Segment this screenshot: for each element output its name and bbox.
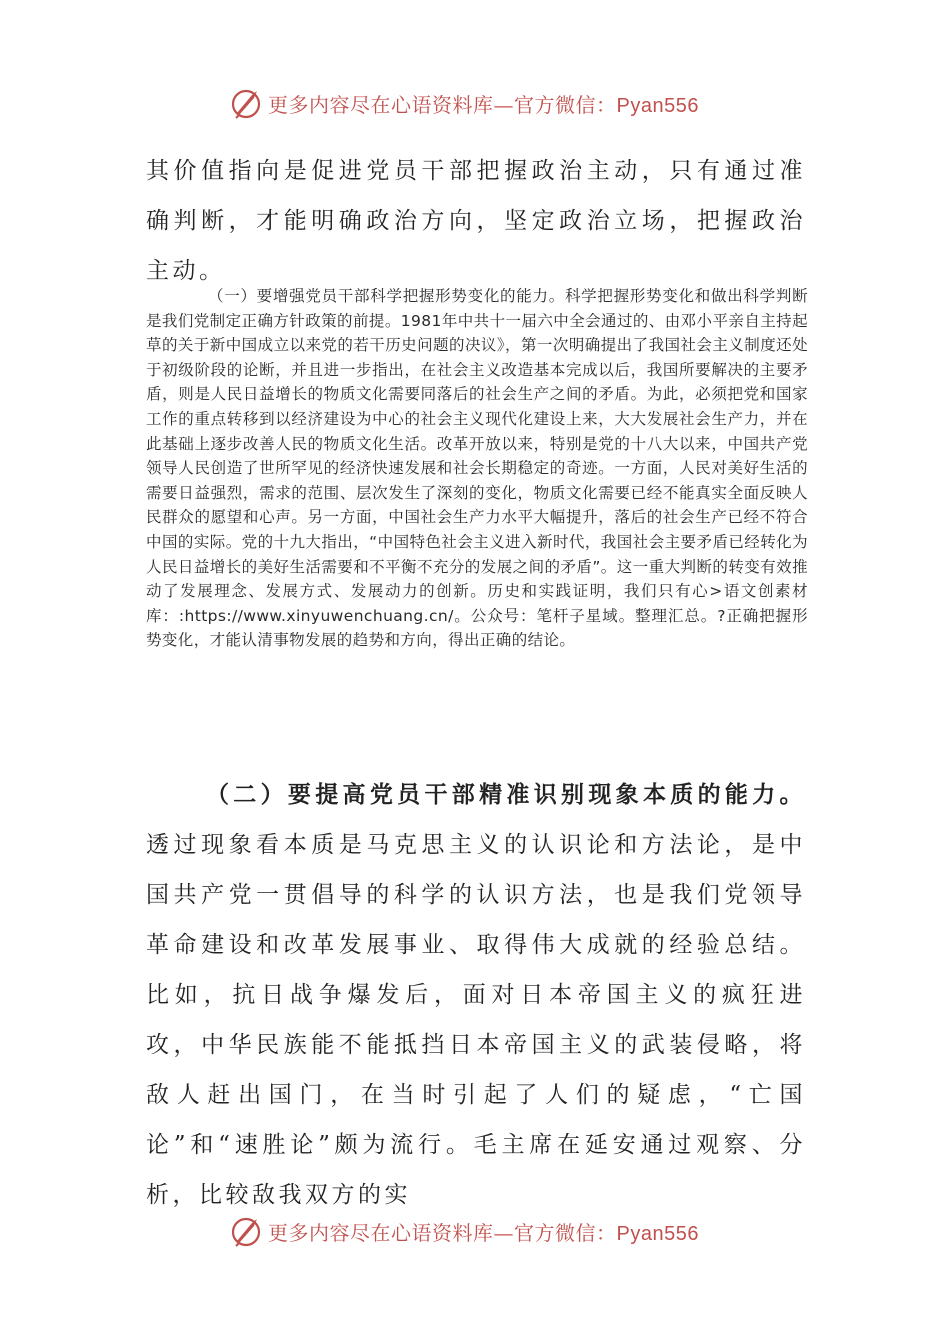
paragraph-section-one: （一）要增强党员干部科学把握形势变化的能力。科学把握形势变化和做出科学判断是我们党制定正确方针政策的前提。1981年中共十一届六中全会通过的、由邓小平亲自主持起草的关于新中国成立以来党的若干历史问题的决议》，第一次明确提出了我国社会主义制度还处于初级阶段的论断，并且进一步指出，在社会主义改造基本完成以后，我国所要解决的主要矛盾，则是人民日益增长的物质文化需要同落后的社会生产之间的矛盾。为此，必须把党和国家工作的重点转移到以经济建设为中心的社会主义现代化建设上来，大大发展社会生产力，并在此基础上逐步改善人民的物质文化生活。改革开放以来，特别是党的十八大以来，中国共产党领导人民创造了世所罕见的经济快速发展和社会长期稳定的奇迹。一方面，人民对美好生活的需要日益强烈，需求的范围、层次发生了深刻的变化，物质文化需要已经不能真实全面反映人民群众的愿望和心声。另一方面，中国社会生产力水平大幅提升，落后的社会生产已经不符合中国的实际。党的十九大指出，“中国特色社会主义进入新时代，我国社会主要矛盾已经转化为人民日益增长的美好生活需要和不平衡不充分的发展之间的矛盾”。这一重大判断的转变有效推动了发展理念、发展方式、发展动力的创新。历史和实践证明，我们只有心>语文创素材库：:https://www.xinyuwenchuang.cn/。公众号：笔杆子星域。整理汇总。?正确把握形势变化，才能认清事物发展的趋势和方向，得出正确的结论。: [146, 287, 808, 650]
quill-pen-logo-icon: [228, 1213, 264, 1249]
paragraph-section-two: [146, 770, 806, 1220]
section-two-body: 透过现象看本质是马克思主义的认识论和方法论，是中国共产党一贯倡导的科学的认识方法，也是我们党领导革命建设和改革发展事业、取得伟大成就的经验总结。比如，抗日战争爆发后，面对日本帝国主义的疯狂进攻，中华民族能不能抵挡日本帝国主义的武装侵略，将敌人赶出国门，在当时引起了人们的疑虑，“亡国论”和“速胜论”颇为流行。毛主席在延安通过观察、分析，比较敌我双方的实: [146, 832, 806, 1208]
footer-watermark-banner: [228, 1212, 699, 1250]
header-watermark-banner: [228, 84, 699, 122]
section-two-heading: （二）要提高党员干部精准识别现象本质的能力。: [206, 781, 806, 808]
quill-pen-logo-icon: [228, 85, 264, 121]
banner-text: 更多内容尽在心语资料库—官方微信：Pyan556: [268, 1220, 699, 1245]
paragraph-intro: 其价值指向是促进党员干部把握政治主动，只有通过准确判断，才能明确政治方向，坚定政治立场，把握政治主动。: [146, 158, 806, 284]
banner-text: 更多内容尽在心语资料库—官方微信：Pyan556: [268, 92, 699, 117]
